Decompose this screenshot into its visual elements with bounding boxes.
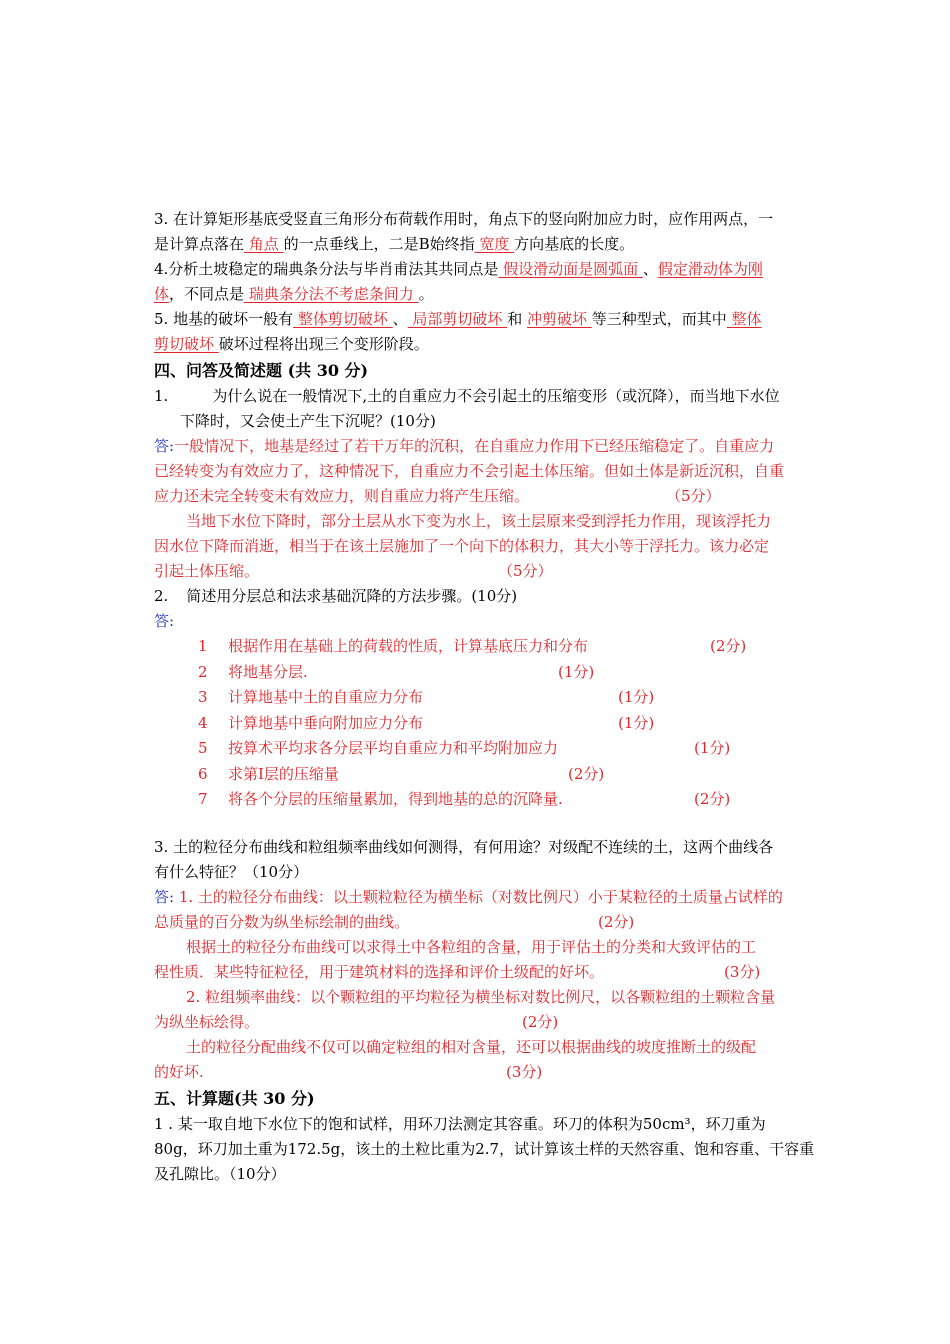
text: 应力还未完全转变未有效应力，则自重应力将产生压缩。: [154, 487, 530, 505]
text: 、: [642, 260, 658, 278]
text: 4.分析土坡稳定的瑞典条分法与毕肖甫法其共同点是: [154, 260, 499, 278]
step-number: 5: [198, 739, 208, 757]
fill-q4-line1: [154, 257, 834, 282]
text: 引起土体压缩。: [154, 562, 260, 580]
s5-q1-line2: 80g，环刀加土重为172.5g，该土的土粒比重为2.7，试计算该土样的天然容重、饱和容重、干容重: [154, 1139, 815, 1158]
answer-blank: 假定滑动体为刚: [657, 260, 763, 278]
text: 等三种型式，而其中: [591, 310, 727, 328]
s4-q1-line1: [154, 384, 834, 409]
text: 为什么说在一般情况下,土的自重应力不会引起土的压缩变形（或沉降），而当地下水位: [212, 387, 780, 405]
step-row: [154, 685, 834, 711]
s4-q1-answer-line5: 因水位下降而消逝，相当于在该土层施加了一个向下的体积力，其大小等于浮托力。该力必定: [154, 537, 770, 555]
s4-q3-line1: 3. 土的粒径分布曲线和粒组频率曲线如何测得，有何用途？对级配不连续的土，这两个曲线各: [154, 837, 774, 856]
step-number: 2: [198, 662, 208, 681]
spacer: [154, 813, 834, 835]
text: 是计算点落在: [154, 235, 245, 253]
step-text: 将地基分层.: [228, 662, 308, 681]
text: 为纵坐标绘得。: [154, 1012, 260, 1031]
step-score: (2分): [568, 764, 605, 783]
s4-q1-answer-line4: 当地下水位下降时，部分土层从水下变为水上，该土层原来受到浮托力作用，现该浮托力: [186, 512, 772, 530]
s5-q1-line1: 1 . 某一取自地下水位下的饱和试样，用环刀法测定其容重。环刀的体积为50cm³，环刀重为: [154, 1114, 766, 1133]
text: 破坏过程将出现三个变形阶段。: [218, 335, 429, 353]
s4-q3-answer-line8: [154, 1060, 834, 1085]
s4-q2-line1: [154, 584, 834, 609]
step-score: (2分): [710, 637, 747, 655]
score: (2分): [522, 1012, 559, 1031]
score: （5分）: [666, 487, 721, 505]
step-row: [154, 634, 834, 660]
s4-q1-answer-line2: 已经转变为有效应力了，这种情况下，自重应力不会引起土体压缩。但如土体是新近沉积，自重: [154, 462, 785, 480]
step-text: 求第I层的压缩量: [228, 764, 339, 783]
s5-q1-line3: 及孔隙比。（10分）: [154, 1164, 286, 1183]
score: （5分）: [498, 562, 553, 580]
s4-q1-answer-line1: [154, 434, 834, 459]
step-number: 6: [198, 764, 208, 783]
s4-q1-answer-line6: [154, 559, 834, 584]
text: 程性质．某些特征粒径，用于建筑材料的选择和评价土级配的好坏。: [154, 962, 605, 981]
fill-q3-line1: 3. 在计算矩形基底受竖直三角形分布荷载作用时，角点下的竖向附加应力时，应作用两点，一: [154, 210, 774, 228]
step-score: (2分): [694, 790, 731, 808]
section4-heading: 四、问答及简述题 (共 30 分): [154, 361, 369, 380]
text: 和: [507, 310, 527, 328]
answer-blank: 角点: [244, 235, 284, 253]
s4-q3-answer-line6: [154, 1010, 834, 1035]
text: 。: [418, 285, 434, 303]
s4-q3-answer-line4: [154, 960, 834, 985]
s4-q3-answer-line3: 根据土的粒径分布曲线可以求得土中各粒组的含量，用于评估土的分类和大致评估的工: [186, 937, 757, 956]
answer-blank: 体: [154, 285, 170, 303]
answer-blank: 整体: [726, 310, 762, 328]
s4-q1-answer-line3: [154, 484, 834, 509]
fill-q3-line2: [154, 232, 834, 257]
step-row: [154, 711, 834, 737]
step-row: [154, 736, 834, 762]
step-number: 7: [198, 790, 208, 808]
text: 一般情况下，地基是经过了若干万年的沉积，在自重应力作用下已经压缩稳定了。自重应力: [174, 437, 775, 455]
step-score: (1分): [618, 713, 655, 732]
answer-blank: 局部剪切破坏: [407, 310, 508, 328]
text: 1. 土的粒径分布曲线：以土颗粒粒径为横坐标（对数比例尺）小于某粒径的土质量占试样的: [174, 887, 783, 906]
text: 的好坏.: [154, 1062, 204, 1081]
step-text: 将各个分层的压缩量累加，得到地基的总的沉降量.: [228, 790, 563, 808]
step-row: [154, 787, 834, 813]
text: 、: [392, 310, 408, 328]
text: 总质量的百分数为纵坐标绘制的曲线。: [154, 912, 410, 931]
step-score: (1分): [694, 739, 731, 757]
step-number: 1: [198, 637, 208, 655]
step-number: 4: [198, 713, 208, 732]
text: 5. 地基的破坏一般有: [154, 310, 294, 328]
answer-label: 答:: [154, 437, 175, 455]
text: 方向基底的长度。: [514, 235, 635, 253]
fill-q5-line1: [154, 307, 834, 332]
answer-blank: 冲剪破坏: [526, 310, 592, 328]
step-row: [154, 660, 834, 686]
s4-q3-answer-line7: 土的粒径分配曲线不仅可以确定粒组的相对含量，还可以根据曲线的坡度推断土的级配: [186, 1037, 757, 1056]
score: (3分): [724, 962, 761, 981]
step-row: [154, 762, 834, 788]
document-page: [154, 207, 834, 1187]
step-number: 3: [198, 688, 208, 706]
answer-blank: 瑞典条分法不考虑条间力: [244, 285, 419, 303]
s4-q2-steps: [154, 634, 834, 813]
score: (3分): [506, 1062, 543, 1081]
score: (2分): [598, 912, 635, 931]
step-text: 计算地基中垂向附加应力分布: [228, 713, 424, 732]
answer-blank: 宽度: [474, 235, 515, 253]
answer-blank: 整体剪切破坏: [293, 310, 393, 328]
s4-q3-answer-line1: [154, 885, 834, 910]
answer-blank: 剪切破坏: [154, 335, 219, 353]
step-text: 根据作用在基础上的荷载的性质，计算基底压力和分布: [228, 637, 589, 655]
step-text: 计算地基中土的自重应力分布: [228, 688, 424, 706]
answer-label: 答:: [154, 887, 175, 906]
step-text: 按算术平均求各分层平均自重应力和平均附加应力: [228, 739, 559, 757]
fill-q4-line2: [154, 282, 834, 307]
text: ，不同点是: [169, 285, 245, 303]
step-score: (1分): [618, 688, 655, 706]
answer-blank: 假设滑动面是圆弧面: [498, 260, 643, 278]
s4-q2-answer-label: 答:: [154, 612, 175, 630]
text: 的一点垂线上，二是B始终指: [283, 235, 475, 253]
step-score: (1分): [558, 662, 595, 681]
question-number: 2.: [154, 587, 169, 605]
s4-q3-line2: 有什么特征？（10分）: [154, 862, 309, 881]
fill-q5-line2: [154, 332, 834, 357]
s4-q3-answer-line5: 2. 粒组频率曲线：以个颗粒组的平均粒径为横坐标对数比例尺，以各颗粒组的土颗粒含量: [186, 987, 776, 1006]
text: 简述用分层总和法求基础沉降的方法步骤。(10分): [186, 587, 518, 605]
section5-heading: 五、计算题(共 30 分): [154, 1088, 315, 1108]
question-number: 1.: [154, 387, 169, 405]
s4-q1-line2: 下降时，又会使土产生下沉呢？(10分): [180, 412, 436, 430]
s4-q3-answer-line2: [154, 910, 834, 935]
